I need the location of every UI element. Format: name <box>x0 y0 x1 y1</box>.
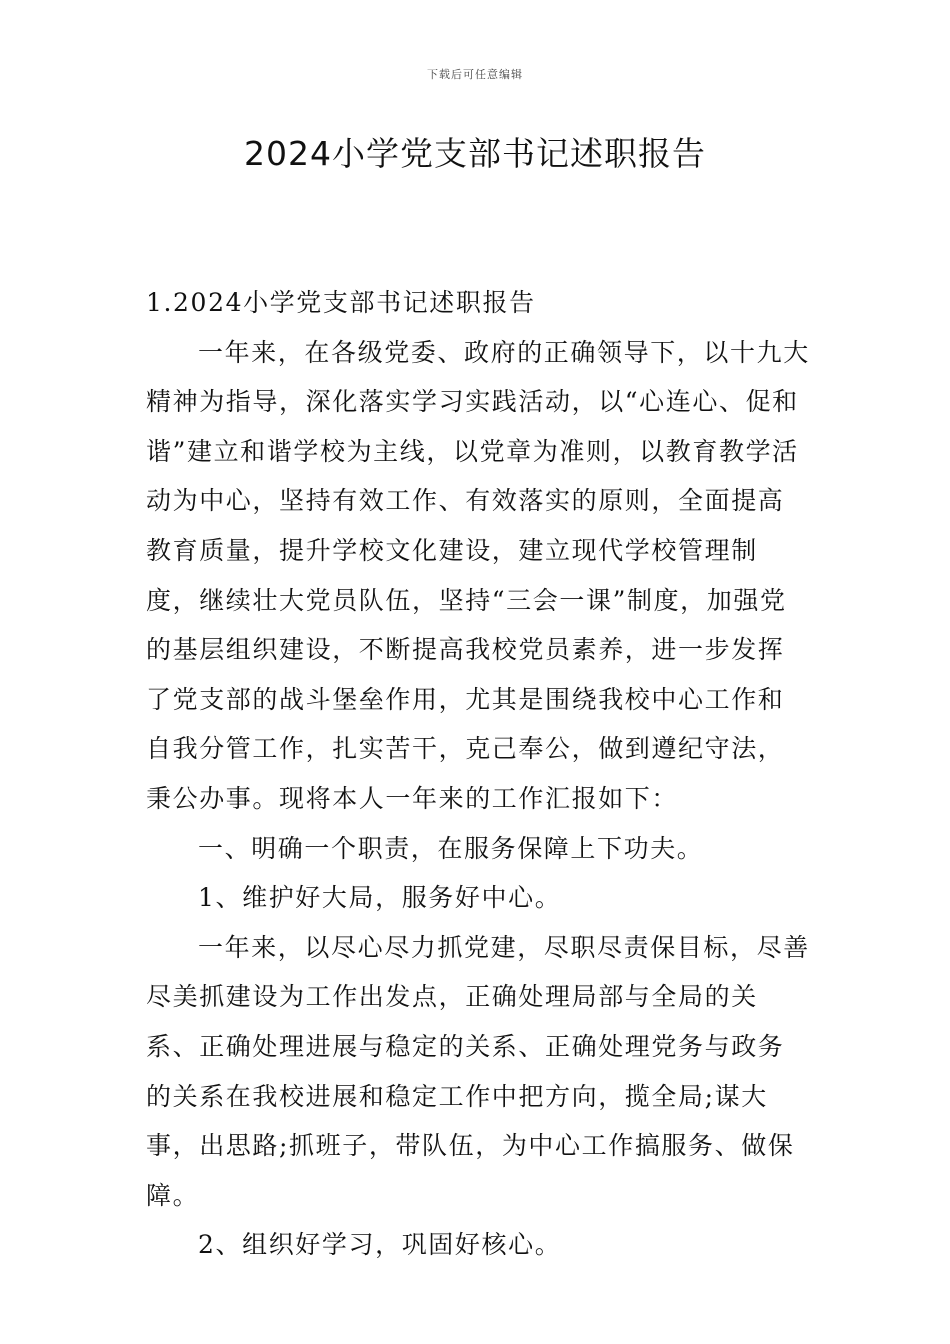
document-body <box>146 278 810 1270</box>
header-note: 下载后可任意编辑 <box>427 68 523 81</box>
paragraph: 1、维护好大局，服务好中心。 <box>198 883 562 913</box>
paragraph: 一年来，在各级党委、政府的正确领导下，以十九大精神为指导，深化落实学习实践活动，以“心连心、促和谐”建立和谐学校为主线，以党章为准则，以教育教学活动为中心，坚持有效工作、有效落实的原则，全面提高教育质量，提升学校文化建设，建立现代学校管理制度，继续壮大党员队伍，坚持“三会一课”制度，加强党的基层组织建设，不断提高我校党员素养，进一步发挥了党支部的战斗堡垒作用，尤其是围绕我校中心工作和自我分管工作，扎实苦干，克己奉公，做到遵纪守法，秉公办事。现将本人一年来的工作汇报如下： <box>146 337 810 813</box>
paragraph: 一、明确一个职责，在服务保障上下功夫。 <box>198 833 704 863</box>
paragraph: 2、组织好学习，巩固好核心。 <box>198 1230 562 1260</box>
paragraph: 一年来，以尽心尽力抓党建，尽职尽责保目标，尽善尽美抓建设为工作出发点，正确处理局部与全局的关系、正确处理进展与稳定的关系、正确处理党务与政务的关系在我校进展和稳定工作中把方向，揽全局;谋大事，出思路;抓班子，带队伍，为中心工作搞服务、做保障。 <box>146 932 810 1210</box>
document-title: 2024小学党支部书记述职报告 <box>244 134 706 173</box>
section-heading: 1.2024小学党支部书记述职报告 <box>146 288 536 317</box>
